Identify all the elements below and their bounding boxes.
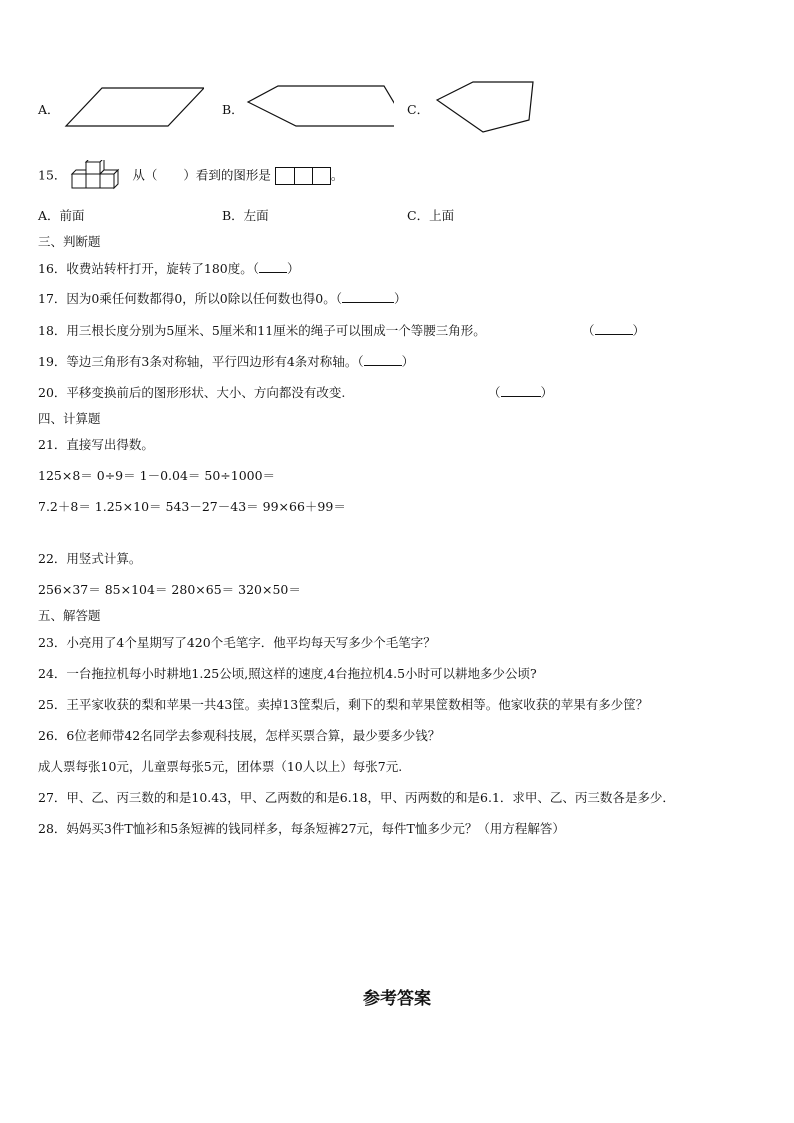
question-27: 27．甲、乙、丙三数的和是10.43，甲、乙两数的和是6.18，甲、丙两数的和是6.1．求甲、乙、丙三数各是多少． <box>38 790 675 805</box>
question-22: 22．用竖式计算。 <box>38 551 142 566</box>
q17-text: 17．因为0乘任何数都得0，所以0除以任何数也得0。（ <box>38 291 342 306</box>
question-20 <box>38 385 345 401</box>
q20-blank-group <box>488 385 553 401</box>
question-24: 24．一台拖拉机每小时耕地1.25公顷,照这样的速度,4台拖拉机4.5小时可以耕地多少公顷? <box>38 666 537 681</box>
three-squares-figure-icon <box>275 167 331 185</box>
q14-option-c <box>407 80 587 136</box>
question-26: 26．6位老师带42名同学去参观科技展，怎样买票合算，最少要多少钱？ <box>38 728 441 743</box>
q20-open: （ <box>488 385 501 400</box>
question-26-note: 成人票每张10元，儿童票每张5元，团体票（10人以上）每张7元. <box>38 759 403 774</box>
answer-key-title: 参考答案 <box>363 989 431 1009</box>
answer-blank[interactable] <box>364 354 402 366</box>
cubes-figure-icon <box>70 160 128 192</box>
question-19 <box>38 354 414 370</box>
question-16 <box>38 261 300 277</box>
question-25: 25．王平家收获的梨和苹果一共43筐。卖掉13筐梨后，剩下的梨和苹果筐数相等。他家收获的苹果有多少筐？ <box>38 697 649 712</box>
question-17 <box>38 291 406 307</box>
trapezoid-shape <box>244 80 394 136</box>
q15-option-a: A．前面 <box>38 208 85 223</box>
question-18 <box>38 323 486 339</box>
q15-number: 15． <box>38 167 67 183</box>
q19-text: 19．等边三角形有3条对称轴，平行四边形有4条对称轴。（ <box>38 354 364 369</box>
q18-open: （ <box>582 323 595 338</box>
section-4-title: 四、计算题 <box>38 411 101 426</box>
q22-row: 256×37＝ 85×104＝ 280×65＝ 320×50＝ <box>38 582 301 597</box>
q14-option-b-label: B． <box>222 102 244 117</box>
q14-option-c-label: C． <box>407 102 430 117</box>
q15-option-c: C．上面 <box>407 208 455 223</box>
q21-row-1: 125×8＝ 0÷9＝ 1－0.04＝ 50÷1000＝ <box>38 468 276 483</box>
q16-close: ） <box>287 261 300 276</box>
question-21: 21．直接写出得数。 <box>38 437 154 452</box>
q20-text: 20．平移变换前后的图形形状、大小、方向都没有改变. <box>38 385 346 400</box>
answer-blank[interactable] <box>342 291 394 303</box>
q14-option-a-label: A． <box>38 102 60 117</box>
q17-close: ） <box>393 291 407 306</box>
answer-blank[interactable] <box>501 385 541 397</box>
parallelogram-shape <box>64 80 204 136</box>
q14-option-b <box>222 80 402 136</box>
question-23: 23．小亮用了4个星期写了420个毛笔字．他平均每天写多少个毛笔字？ <box>38 635 436 650</box>
answer-blank[interactable] <box>259 261 287 273</box>
q18-text: 18．用三根长度分别为5厘米、5厘米和11厘米的绳子可以围成一个等腰三角形。 <box>38 323 486 338</box>
pentagon-shape <box>433 80 553 140</box>
q18-blank-group <box>582 323 645 339</box>
section-5-title: 五、解答题 <box>38 608 101 623</box>
question-15 <box>38 160 343 192</box>
q21-row-2: 7.2＋8＝ 1.25×10＝ 543－27－43＝ 99×66＋99＝ <box>38 499 346 514</box>
q15-text-before: 从（ <box>132 167 158 183</box>
question-28: 28．妈妈买3件T恤衫和5条短裤的钱同样多，每条短裤27元，每件T恤多少元？（用方程解答） <box>38 821 565 836</box>
q15-text-after: ）看到的图形是 <box>183 167 271 183</box>
q15-period: 。 <box>330 167 344 183</box>
q19-close: ） <box>401 354 415 369</box>
q14-option-a <box>38 80 218 136</box>
q20-close: ） <box>540 385 554 400</box>
section-3-title: 三、判断题 <box>38 234 101 249</box>
q18-close: ） <box>632 323 646 338</box>
answer-blank[interactable] <box>595 323 633 335</box>
q15-option-b: B．左面 <box>222 208 269 223</box>
q16-text: 16．收费站转杆打开，旋转了180度。（ <box>38 261 260 276</box>
